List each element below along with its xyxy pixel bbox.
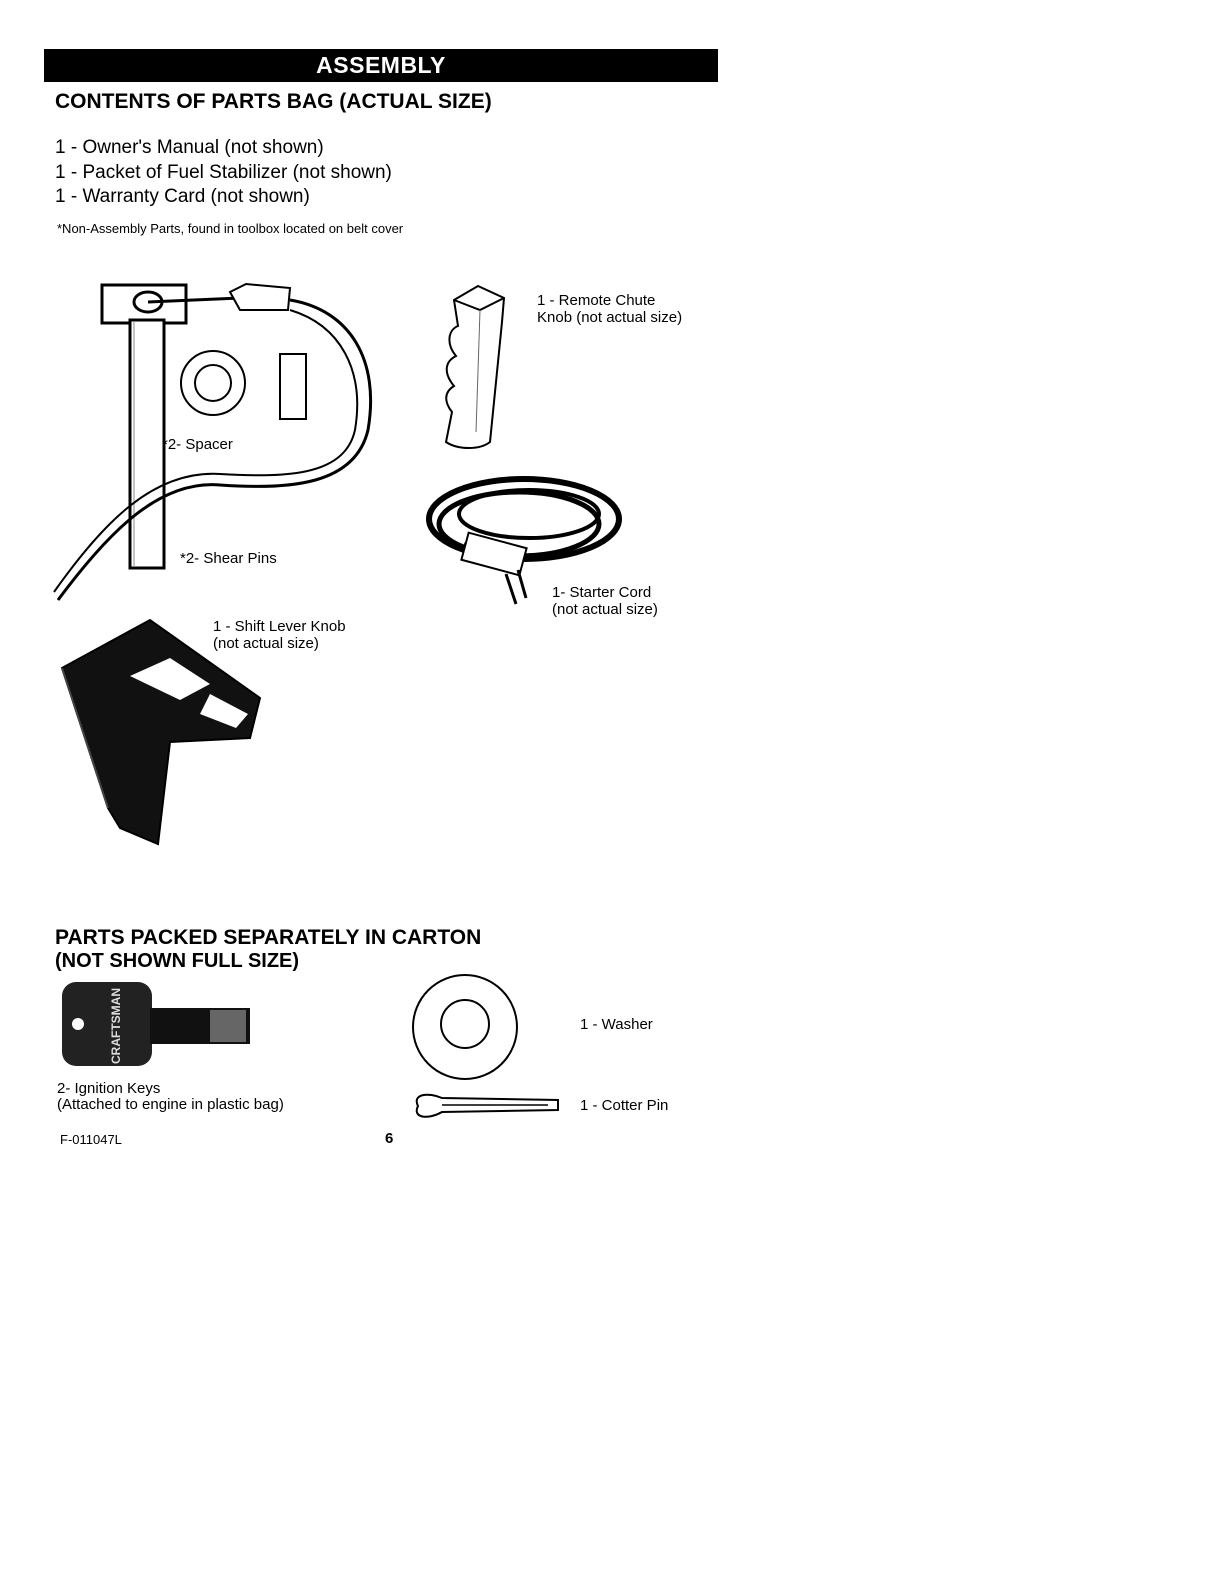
shift-knob-label: 1 - Shift Lever Knob — [213, 618, 346, 635]
washer-label: 1 - Washer — [580, 1016, 653, 1033]
shear-pins-label: *2- Shear Pins — [180, 550, 277, 567]
carton-title: PARTS PACKED SEPARATELY IN CARTON — [55, 926, 482, 949]
ignition-keys-label: 2- Ignition Keys — [57, 1080, 161, 1097]
shift-lever-knob-illustration — [60, 618, 265, 846]
shift-knob-label-sub: (not actual size) — [213, 635, 319, 652]
page-number: 6 — [385, 1130, 394, 1147]
starter-cord-label: 1- Starter Cord — [552, 584, 652, 601]
cotter-pin-label: 1 - Cotter Pin — [580, 1097, 669, 1114]
chute-knob-label: 1 - Remote Chute — [537, 292, 656, 309]
washer-illustration — [410, 972, 520, 1082]
remote-chute-knob-illustration — [440, 282, 520, 454]
ignition-key-illustration — [60, 980, 260, 1070]
key-brand-text: CRAFTSMAN — [109, 988, 123, 1064]
parts-list-item: 1 - Warranty Card (not shown) — [55, 186, 310, 207]
ignition-keys-label-sub: (Attached to engine in plastic bag) — [57, 1096, 284, 1113]
starter-cord-label-sub: (not actual size) — [552, 601, 658, 618]
section-banner: ASSEMBLY — [44, 49, 718, 82]
document-code: F-011047L — [60, 1132, 122, 1147]
non-assembly-note: *Non-Assembly Parts, found in toolbox located on belt cover — [57, 221, 404, 236]
cotter-pin-illustration — [408, 1088, 568, 1124]
parts-list-item: 1 - Owner's Manual (not shown) — [55, 137, 324, 158]
chute-knob-label-sub: Knob (not actual size) — [537, 309, 683, 326]
carton-subtitle: (NOT SHOWN FULL SIZE) — [55, 950, 300, 972]
parts-bag-title: CONTENTS OF PARTS BAG (ACTUAL SIZE) — [55, 90, 492, 113]
parts-list-item: 1 - Packet of Fuel Stabilizer (not shown) — [55, 162, 392, 183]
spacer-label: *2- Spacer — [162, 436, 233, 453]
